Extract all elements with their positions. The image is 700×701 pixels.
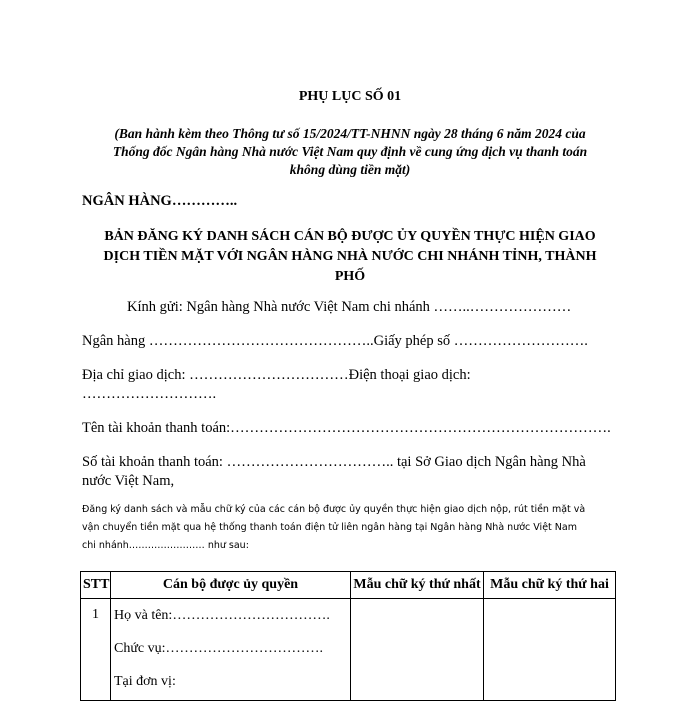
table-row: [81, 599, 616, 701]
header-authorized-staff: Cán bộ được ủy quyền: [111, 572, 351, 599]
registration-note-line: Đăng ký danh sách và mẫu chữ ký của các cán bộ được ủy quyền thực hiện giao dịch nộp, rút tiền mặt và: [82, 504, 586, 515]
document-title: [70, 227, 630, 287]
issuance-note-line: (Ban hành kèm theo Thông tư số 15/2024/TT-NHNN ngày 28 tháng 6 năm 2024 của: [114, 126, 586, 141]
account-name-field: Tên tài khoản thanh toán:…………………………………………………………………….: [82, 420, 611, 436]
registration-note-line: chi nhánh…………………… như sau:: [82, 540, 249, 551]
recipient-field: Kính gửi: Ngân hàng Nhà nước Việt Nam chi nhánh ……..…………………: [127, 299, 572, 315]
authorized-staff-table: [80, 571, 616, 701]
staff-name-field: Họ và tên:…………………………….: [114, 608, 330, 623]
signature-1-cell[interactable]: [351, 599, 484, 701]
document-title-line: PHỐ: [334, 269, 366, 284]
row-number: 1: [81, 599, 111, 701]
appendix-title: PHỤ LỤC SỐ 01: [298, 89, 402, 104]
document-title-line: DỊCH TIỀN MẶT VỚI NGÂN HÀNG NHÀ NƯỚC CHI NHÁNH TỈNH, THÀNH: [103, 249, 597, 264]
staff-position-field: Chức vụ:…………………………….: [114, 641, 324, 656]
issuance-note: [0, 125, 700, 179]
staff-unit-field: Tại đơn vị:: [114, 674, 176, 689]
account-number-field: Số tài khoản thanh toán: …………………………….. tại Sở Giao dịch Ngân hàng Nhà: [82, 454, 586, 470]
address-phone-field: Địa chỉ giao dịch: ……………………………Điện thoại giao dịch:: [82, 367, 471, 383]
registration-note-line: vận chuyển tiền mặt qua hệ thống thanh toán điện tử liên ngân hàng tại Ngân hàng Nhà nước Việt Nam: [82, 522, 577, 533]
address-phone-field-cont: ……………………….: [82, 386, 217, 402]
header-signature-2: Mẫu chữ ký thứ hai: [484, 572, 616, 599]
header-signature-1: Mẫu chữ ký thứ nhất: [351, 572, 484, 599]
bank-license-field: Ngân hàng ………………………………………..Giấy phép số ……………………….: [82, 333, 588, 349]
issuance-note-line: không dùng tiền mặt): [289, 162, 411, 177]
header-stt: STT: [81, 572, 111, 599]
issuance-note-line: Thống đốc Ngân hàng Nhà nước Việt Nam quy định về cung ứng dịch vụ thanh toán: [112, 144, 588, 159]
account-number-field-cont: nước Việt Nam,: [82, 473, 175, 489]
table-header-row: [81, 572, 616, 599]
staff-details-cell: [111, 599, 351, 701]
bank-header: NGÂN HÀNG…………..: [82, 193, 238, 209]
signature-2-cell[interactable]: [484, 599, 616, 701]
document-title-line: BẢN ĐĂNG KÝ DANH SÁCH CÁN BỘ ĐƯỢC ỦY QUYỀN THỰC HIỆN GIAO: [104, 229, 596, 244]
registration-note: [82, 501, 622, 555]
